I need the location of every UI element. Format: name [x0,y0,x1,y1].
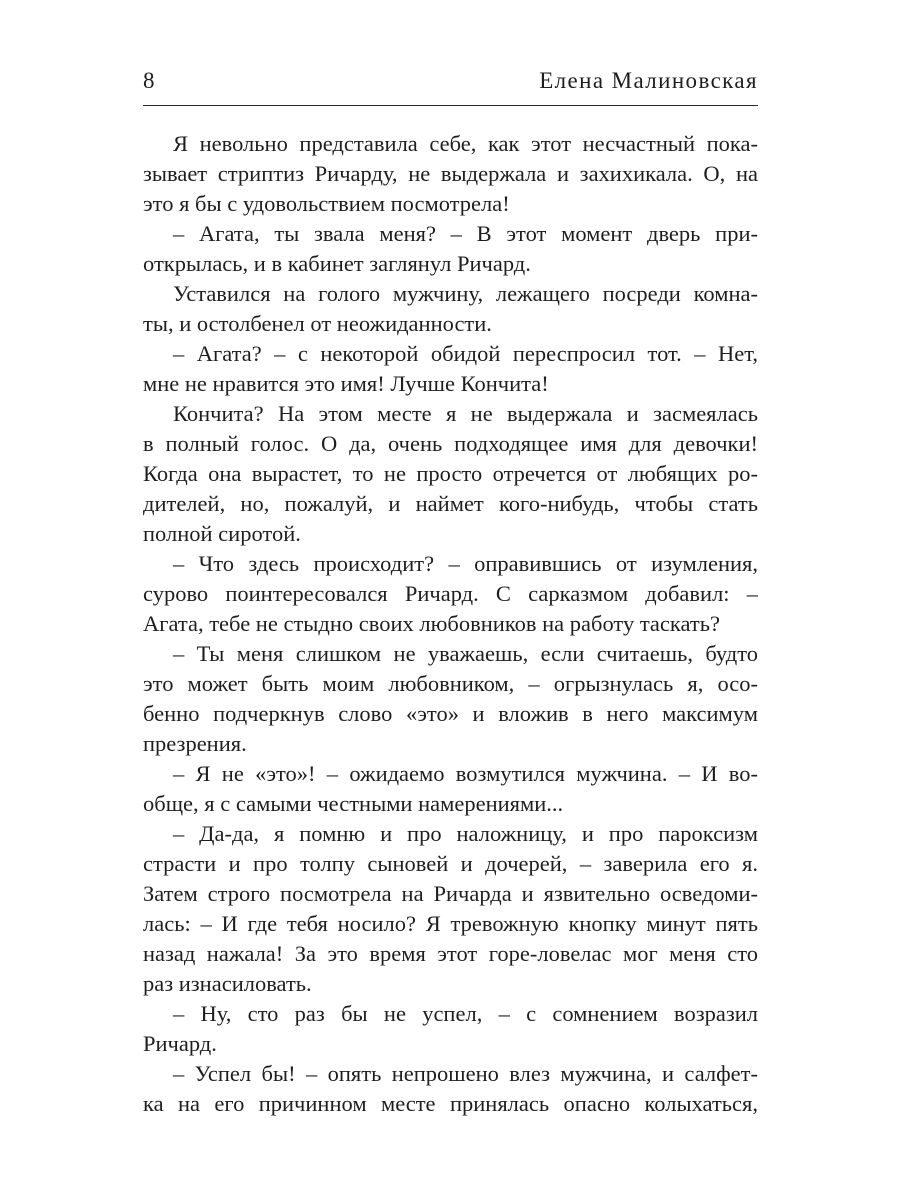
text-line: это я бы с удовольствием посмотрела! [143,191,510,216]
text-line: – Успел бы! – опять непрошено влез мужчина, и салфет- [173,1061,758,1086]
book-author: Елена Малиновская [539,68,758,93]
text-line: лась: – И где тебя носило? Я тревожную кнопку минут пять [143,911,758,936]
text-line: назад нажала! За это время этот горе-ловелас мог меня сто [143,941,758,966]
text-line: – Я не «это»! – ожидаемо возмутился мужчина. – И во- [173,761,758,786]
text-line: Кончита? На этом месте я не выдержала и засмеялась [173,401,758,426]
paragraph [143,129,758,219]
text-line: Затем строго посмотрела на Ричарда и язвительно осведоми- [143,881,758,906]
text-line: бенно подчеркнув слово «это» и вложив в него максимум [143,701,758,726]
text-line: ка на его причинном месте принялась опасно колыхаться, [143,1091,758,1116]
text-line: раз изнасиловать. [143,971,312,996]
paragraph [143,279,758,339]
text-line: сурово поинтересовался Ричард. С сарказмом добавил: – [143,581,758,606]
paragraph [143,1059,758,1119]
body-text [143,129,758,1119]
text-line: – Что здесь происходит? – оправившись от изумления, [173,551,758,576]
text-line: – Ну, сто раз бы не успел, – с сомнением возразил [173,1001,758,1026]
text-line: ты, и остолбенел от неожиданности. [143,311,492,336]
text-line: – Ты меня слишком не уважаешь, если считаешь, будто [173,641,758,666]
paragraph [143,819,758,999]
text-line: обще, я с самыми честными намерениями... [143,791,564,816]
text-line: открылась, и в кабинет заглянул Ричард. [143,251,531,276]
paragraph [143,639,758,759]
paragraph [143,399,758,549]
text-line: Я невольно представила себе, как этот несчастный пока- [173,131,758,156]
text-line: презрения. [143,731,247,756]
text-line: Ричард. [143,1031,217,1056]
text-line: в полный голос. О да, очень подходящее имя для девочки! [143,431,758,456]
paragraph [143,549,758,639]
text-line: полной сиротой. [143,521,301,546]
text-line: – Агата, ты звала меня? – В этот момент дверь при- [173,221,758,246]
running-head [143,66,758,100]
text-line: дителей, но, пожалуй, и наймет кого-нибудь, чтобы стать [143,491,758,516]
text-line: Агата, тебе не стыдно своих любовников на работу таскать? [143,611,720,636]
text-line: – Да-да, я помню и про наложницу, и про пароксизм [173,821,758,846]
paragraph [143,999,758,1059]
text-line: зывает стриптиз Ричарду, не выдержала и захихикала. О, на [143,161,758,186]
text-line: это может быть моим любовником, – огрызнулась я, осо- [143,671,758,696]
header-rule [143,105,758,106]
page-number: 8 [143,68,155,93]
text-line: Когда она вырастет, то не просто отречется от любящих ро- [143,461,758,486]
text-line: Уставился на голого мужчину, лежащего посреди комна- [173,281,758,306]
text-line: страсти и про толпу сыновей и дочерей, – заверила его я. [143,851,758,876]
text-line: мне не нравится это имя! Лучше Кончита! [143,371,549,396]
text-line: – Агата? – с некоторой обидой переспросил тот. – Нет, [173,341,758,366]
paragraph [143,339,758,399]
paragraph [143,219,758,279]
paragraph [143,759,758,819]
